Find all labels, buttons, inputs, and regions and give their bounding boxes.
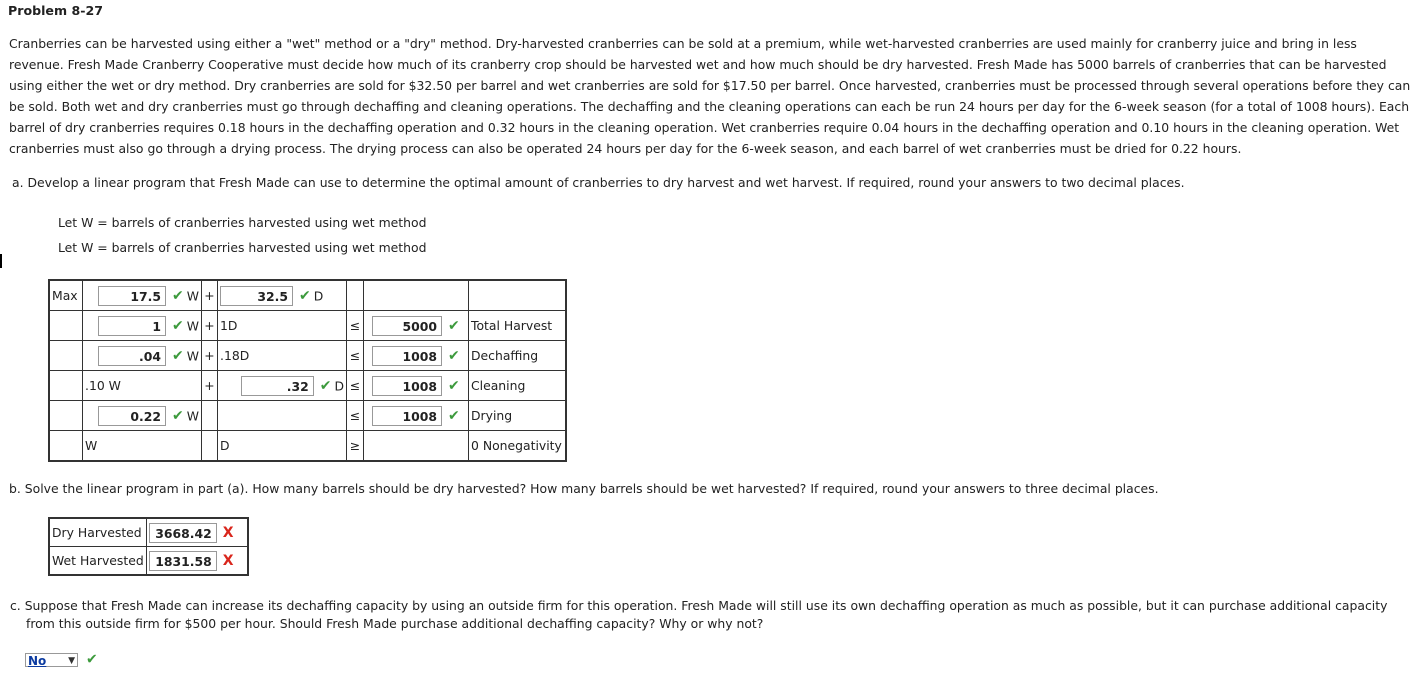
w-var: W [186,318,199,333]
w-coef-input[interactable]: .04 [98,346,166,366]
relation-sign: ≤ [347,371,364,401]
check-icon: ✔ [172,287,184,304]
rhs-input[interactable]: 5000 [372,316,442,336]
objective-d-coef-input[interactable]: 32.5 [220,286,293,306]
max-label: Max [49,280,83,311]
w-coef-input[interactable]: 1 [98,316,166,336]
constraint-label: Total Harvest [469,311,567,341]
w-var: W [186,348,199,363]
objective-d-var: D [313,288,324,303]
problem-text: Cranberries can be harvested using either a "wet" method or a "dry" method. Dry-harvested cranberries can be sold at a premium, while wet-harvested cranberries are used mainly for cranberry juice and bring in less revenue. Fresh Made Cranberry Cooperative must decide how much of its cranberry crop should be harvested wet and how much should be dry harvested. Fresh Made has 5000 barrels of cranberries that can be harvested using either the wet or dry method. Dry cranberries are sold for $32.50 per barrel and wet cranberries are sold for $17.50 per barrel. Once harvested, cranberries must be processed through several operations before they can be sold. Both wet and dry cranberries must go through dechaffing and cleaning operations. The dechaffing and the cleaning operations can each be run 24 hours per day for the 6-week season (for a total of 1008 hours). Each barrel of dry cranberries requires 0.18 hours in the dechaffing operation and 0.32 hours in the cleaning operation. Wet cranberries require 0.04 hours in the dechaffing operation and 0.10 hours in the cleaning operation. Wet cranberries must also go through a drying process. The drying process can also be operated 24 hours per day for the 6-week season, and each barrel of wet cranberries must be dried for 0.22 hours. [9,36,1411,156]
let-line-2: Let W = barrels of cranberries harvested using wet method [58,240,427,255]
w-term: .10 W [83,371,202,401]
check-icon: ✔ [172,347,184,364]
part-a-question: a. Develop a linear program that Fresh Made can use to determine the optimal amount of cranberries to dry harvest and wet harvest. If required, round your answers to two decimal places. [12,175,1185,190]
cross-icon: X [222,552,234,569]
objective-w-coef-input[interactable]: 17.5 [98,286,166,306]
constraint-row [49,401,566,431]
let-line-1: Let W = barrels of cranberries harvested using wet method [58,215,427,230]
answer-select-value: No [28,654,47,668]
check-icon: ✔ [448,377,460,394]
part-b-question: b. Solve the linear program in part (a). How many barrels should be dry harvested? How many barrels should be wet harvested? If required, round your answers to three decimal places. [9,481,1159,496]
check-icon: ✔ [172,407,184,424]
constraint-label: Dechaffing [469,341,567,371]
w-coef-input[interactable]: 0.22 [98,406,166,426]
wet-harvested-input[interactable]: 1831.58 [149,551,217,571]
check-icon: ✔ [319,377,332,394]
plus-sign: + [202,371,218,401]
w-var: W [186,408,199,423]
relation-sign: ≤ [347,311,364,341]
relation-sign: ≤ [347,401,364,431]
problem-title: Problem 8-27 [8,3,103,18]
constraint-label: Cleaning [469,371,567,401]
w-term: W [83,431,202,462]
check-icon: ✔ [448,347,460,364]
answer-select[interactable] [25,653,78,667]
d-term: 1D [218,311,347,341]
d-coef-input[interactable]: .32 [241,376,314,396]
d-term: D [218,431,347,462]
constraint-row [49,311,566,341]
constraint-row [49,431,566,462]
plus-sign: + [202,341,218,371]
dropdown-caret-icon: ▼ [68,656,75,666]
rhs-input[interactable]: 1008 [372,376,442,396]
constraint-label: Drying [469,401,567,431]
constraint-row [49,341,566,371]
d-term: .18D [218,341,347,371]
check-icon: ✔ [448,317,460,334]
objective-row [49,280,566,311]
wet-harvested-label: Wet Harvested [49,547,146,576]
linear-program-table [48,279,567,462]
rhs-input[interactable]: 1008 [372,346,442,366]
constraint-label: 0 Nonegativity [469,431,567,462]
check-icon: ✔ [172,317,184,334]
cross-icon: X [222,524,234,541]
rhs-input[interactable]: 1008 [372,406,442,426]
constraint-row [49,371,566,401]
d-var: D [334,378,344,393]
dry-harvested-label: Dry Harvested [49,518,146,547]
scroll-edge-marker [0,254,2,268]
plus-sign: + [202,311,218,341]
check-icon: ✔ [299,287,311,304]
results-table [48,517,249,576]
result-row [49,518,248,547]
relation-sign: ≤ [347,341,364,371]
relation-sign: ≥ [347,431,364,462]
dry-harvested-input[interactable]: 3668.42 [149,523,217,543]
objective-w-var: W [186,288,199,303]
check-icon: ✔ [448,407,460,424]
result-row [49,547,248,576]
part-c-question: c. Suppose that Fresh Made can increase its dechaffing capacity by using an outside firm for this operation. Fresh Made will still use its own dechaffing operation as much as possible, but it can purchase additional capacity from this outside firm for $500 per hour. Should Fresh Made purchase additional dechaffing capacity? Why or why not? [10,598,1388,631]
plus-sign: + [202,280,218,311]
check-icon: ✔ [86,651,98,668]
